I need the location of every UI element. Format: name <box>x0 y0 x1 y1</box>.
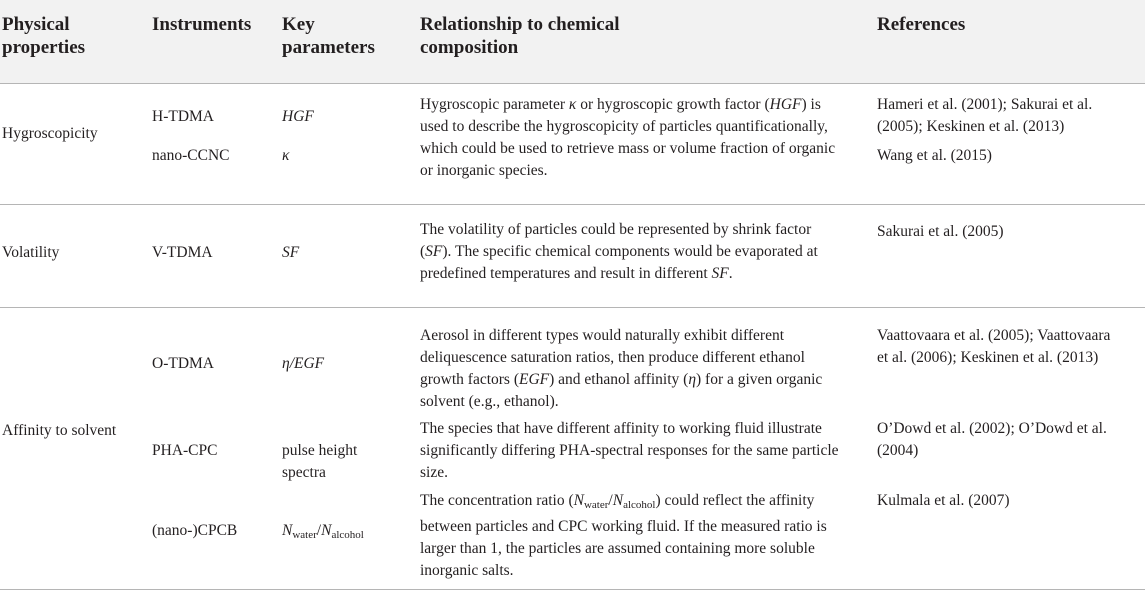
references-hygroscopicity-2: Wang et al. (2015) <box>877 147 992 164</box>
text-line: growth factors (EGF) and ethanol affinity (η) for a given organic <box>420 371 823 388</box>
text-line: between particles and CPC working fluid. If the measured ratio is <box>420 518 827 535</box>
header-line: Physical <box>2 14 70 35</box>
text-line: et al. (2006); Keskinen et al. (2013) <box>877 349 1099 366</box>
text-line: significantly differing PHA-spectral responses for the same particle <box>420 442 839 459</box>
header-instruments: Instruments <box>152 14 252 35</box>
references-pha-cpc <box>877 418 1107 462</box>
text-line: used to describe the hygroscopicity of particles quantificationally, <box>420 118 828 135</box>
text-line: Hameri et al. (2001); Sakurai et al. <box>877 96 1093 113</box>
references-nano-cpcb: Kulmala et al. (2007) <box>877 492 1010 509</box>
param-eta-egf: η/EGF <box>282 355 325 372</box>
param-kappa: κ <box>282 147 290 164</box>
instrument-pha-cpc: PHA-CPC <box>152 442 218 459</box>
references-otdma <box>877 325 1110 369</box>
text-line: larger than 1, the particles are assumed containing more soluble <box>420 540 815 557</box>
text-line: solvent (e.g., ethanol). <box>420 393 559 410</box>
text-line: spectra <box>282 464 326 481</box>
property-affinity: Affinity to solvent <box>2 422 117 439</box>
header-relationship <box>420 13 620 59</box>
text-line: Hygroscopic parameter κ or hygroscopic growth factor (HGF) is <box>420 96 821 113</box>
text-line: (SF). The specific chemical components would be evaporated at <box>420 243 818 260</box>
header-key-parameters <box>282 13 375 59</box>
header-references: References <box>877 14 966 35</box>
header-line: parameters <box>282 37 375 58</box>
instrument-nano-cpcb: (nano-)CPCB <box>152 522 238 539</box>
instrument-otdma: O-TDMA <box>152 355 214 372</box>
param-pulse-height-spectra <box>282 440 357 484</box>
relationship-hygroscopicity <box>420 94 835 182</box>
instrument-htdma: H-TDMA <box>152 108 214 125</box>
relationship-nano-cpcb <box>420 490 827 582</box>
text-line: O’Dowd et al. (2002); O’Dowd et al. <box>877 420 1107 437</box>
text-line: predefined temperatures and result in different SF. <box>420 265 733 282</box>
text-line: (2004) <box>877 442 919 459</box>
header-line: Relationship to chemical <box>420 14 620 35</box>
header-line: Key <box>282 14 315 35</box>
relationship-volatility <box>420 219 818 285</box>
references-hygroscopicity-1 <box>877 94 1092 138</box>
references-volatility: Sakurai et al. (2005) <box>877 223 1004 240</box>
relationship-otdma <box>420 325 822 413</box>
instrument-nano-ccnc: nano-CCNC <box>152 147 230 164</box>
param-sf: SF <box>282 244 300 261</box>
text-line: pulse height <box>282 442 358 459</box>
text-line: size. <box>420 464 448 481</box>
text-line: inorganic salts. <box>420 562 514 579</box>
text-line: Aerosol in different types would naturally exhibit different <box>420 327 785 344</box>
header-line: properties <box>2 37 86 58</box>
text-line: The concentration ratio $(N_{water}/N_{alcohol})$ could reflect the affinity <box>420 492 815 511</box>
relationship-pha-cpc <box>420 418 839 484</box>
divider <box>0 204 1145 205</box>
param-n-ratio: $N_{water}/N_{alcohol}$ <box>282 522 364 541</box>
text-line: The volatility of particles could be represented by shrink factor <box>420 221 812 238</box>
header-line: composition <box>420 37 519 58</box>
text-line: Vaattovaara et al. (2005); Vaattovaara <box>877 327 1111 344</box>
property-hygroscopicity: Hygroscopicity <box>2 125 98 142</box>
text-line: (2005); Keskinen et al. (2013) <box>877 118 1065 135</box>
text-line: deliquescence saturation ratios, then produce different ethanol <box>420 349 805 366</box>
instrument-vtdma: V-TDMA <box>152 244 213 261</box>
param-hgf: HGF <box>282 108 314 125</box>
divider <box>0 83 1145 84</box>
divider <box>0 307 1145 308</box>
text-line: or inorganic species. <box>420 162 548 179</box>
divider <box>0 589 1145 590</box>
text-line: which could be used to retrieve mass or volume fraction of organic <box>420 140 836 157</box>
text-line: The species that have different affinity to working fluid illustrate <box>420 420 822 437</box>
property-volatility: Volatility <box>2 244 60 261</box>
header-physical-properties <box>2 13 85 59</box>
